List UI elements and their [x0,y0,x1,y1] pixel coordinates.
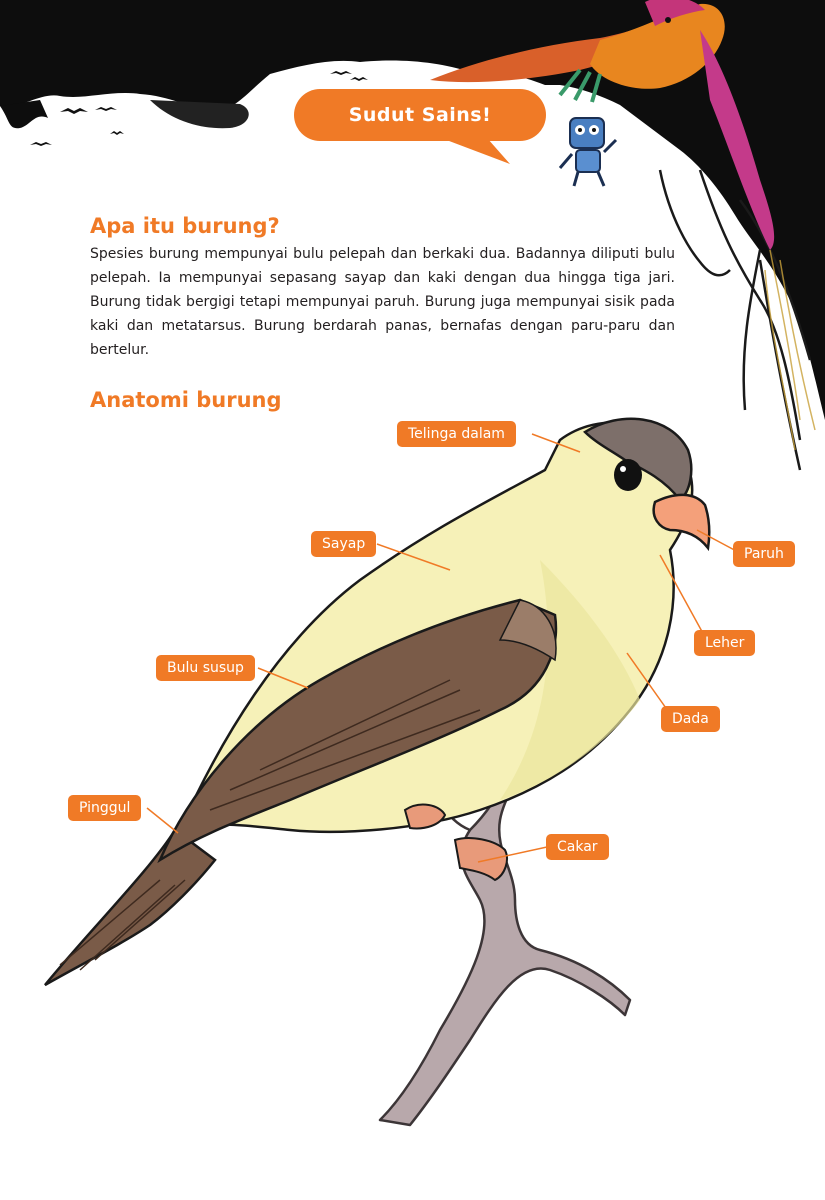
label-bulu-susup: Bulu susup [156,655,255,681]
anatomy-heading: Anatomi burung [90,388,282,412]
label-dada: Dada [661,706,720,732]
intro-heading: Apa itu burung? [90,214,280,238]
intro-paragraph: Spesies burung mempunyai bulu pelepah dan berkaki dua. Badannya diliputi bulu pelepah. Ia mempunyai sepasang sayap dan kaki dengan dua hingga tiga jari. Burung tidak bergigi tetapi mempunyai paruh. Burung juga mempunyai sisik pada kaki dan metatarsus. Burung berdarah panas, bernafas dengan paru-paru dan bertelur. [90,246,675,358]
label-sayap: Sayap [311,531,376,557]
label-paruh: Paruh [733,541,795,567]
bird-tail [45,830,215,985]
bird-eye [614,459,642,491]
section-badge-title: Sudut Sains! [294,89,546,141]
label-cakar: Cakar [546,834,609,860]
label-telinga-dalam: Telinga dalam [397,421,516,447]
label-leher: Leher [694,630,755,656]
label-pinggul: Pinggul [68,795,141,821]
